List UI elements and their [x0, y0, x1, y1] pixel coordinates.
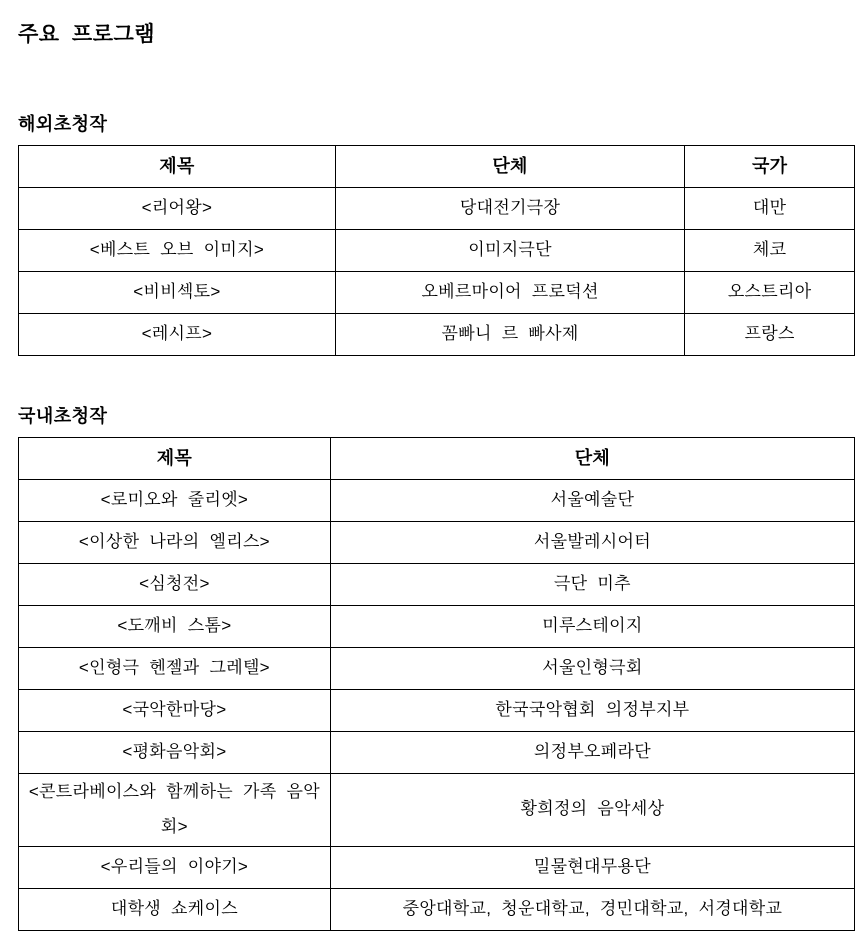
table-row	[19, 606, 855, 648]
table-header-row	[19, 146, 855, 188]
table-cell: 한국국악협회 의정부지부	[330, 690, 854, 732]
table-cell: <인형극 헨젤과 그레텔>	[19, 648, 331, 690]
table-cell: 당대전기극장	[335, 188, 684, 230]
table-cell: 오베르마이어 프로덕션	[335, 272, 684, 314]
table-row	[19, 690, 855, 732]
section-overseas	[18, 110, 855, 356]
section-domestic	[18, 402, 855, 931]
table-cell: <심청전>	[19, 564, 331, 606]
table-cell: <우리들의 이야기>	[19, 846, 331, 888]
overseas-programs-table	[18, 145, 855, 356]
table-row	[19, 188, 855, 230]
table-cell: <국악한마당>	[19, 690, 331, 732]
table-cell: 체코	[685, 230, 855, 272]
table-row	[19, 314, 855, 356]
table-cell: <이상한 나라의 엘리스>	[19, 522, 331, 564]
section-heading-overseas: 해외초청작	[18, 114, 108, 134]
table-cell: 밀물현대무용단	[330, 846, 854, 888]
table-cell: 미루스테이지	[330, 606, 854, 648]
table-row	[19, 732, 855, 774]
table-cell: 오스트리아	[685, 272, 855, 314]
table-row	[19, 564, 855, 606]
page-title: 주요 프로그램	[18, 23, 156, 46]
section-heading-domestic: 국내초청작	[18, 406, 108, 426]
table-row	[19, 888, 855, 930]
domestic-programs-table	[18, 437, 855, 931]
table-row	[19, 480, 855, 522]
table-cell: 대만	[685, 188, 855, 230]
table-cell: 서울발레시어터	[330, 522, 854, 564]
column-header: 제목	[19, 438, 331, 480]
table-cell: <로미오와 줄리엣>	[19, 480, 331, 522]
column-header: 국가	[685, 146, 855, 188]
table-cell: 대학생 쇼케이스	[19, 888, 331, 930]
column-header: 제목	[19, 146, 336, 188]
column-header: 단체	[335, 146, 684, 188]
table-cell: 서울인형극회	[330, 648, 854, 690]
table-cell: 의정부오페라단	[330, 732, 854, 774]
table-row	[19, 774, 855, 847]
table-cell: 꼼빠니 르 빠사제	[335, 314, 684, 356]
table-cell: 극단 미추	[330, 564, 854, 606]
table-cell: <리어왕>	[19, 188, 336, 230]
table-row	[19, 522, 855, 564]
table-row	[19, 648, 855, 690]
table-cell: <도깨비 스톰>	[19, 606, 331, 648]
table-row	[19, 846, 855, 888]
table-header-row	[19, 438, 855, 480]
table-cell: 황희정의 음악세상	[330, 774, 854, 847]
table-row	[19, 230, 855, 272]
table-cell: <비비섹토>	[19, 272, 336, 314]
table-cell: <콘트라베이스와 함께하는 가족 음악회>	[19, 774, 331, 847]
table-row	[19, 272, 855, 314]
table-cell: <평화음악회>	[19, 732, 331, 774]
table-cell: <레시프>	[19, 314, 336, 356]
table-cell: <베스트 오브 이미지>	[19, 230, 336, 272]
table-cell: 이미지극단	[335, 230, 684, 272]
table-cell: 프랑스	[685, 314, 855, 356]
table-cell: 서울예술단	[330, 480, 854, 522]
column-header: 단체	[330, 438, 854, 480]
table-cell: 중앙대학교, 청운대학교, 경민대학교, 서경대학교	[330, 888, 854, 930]
